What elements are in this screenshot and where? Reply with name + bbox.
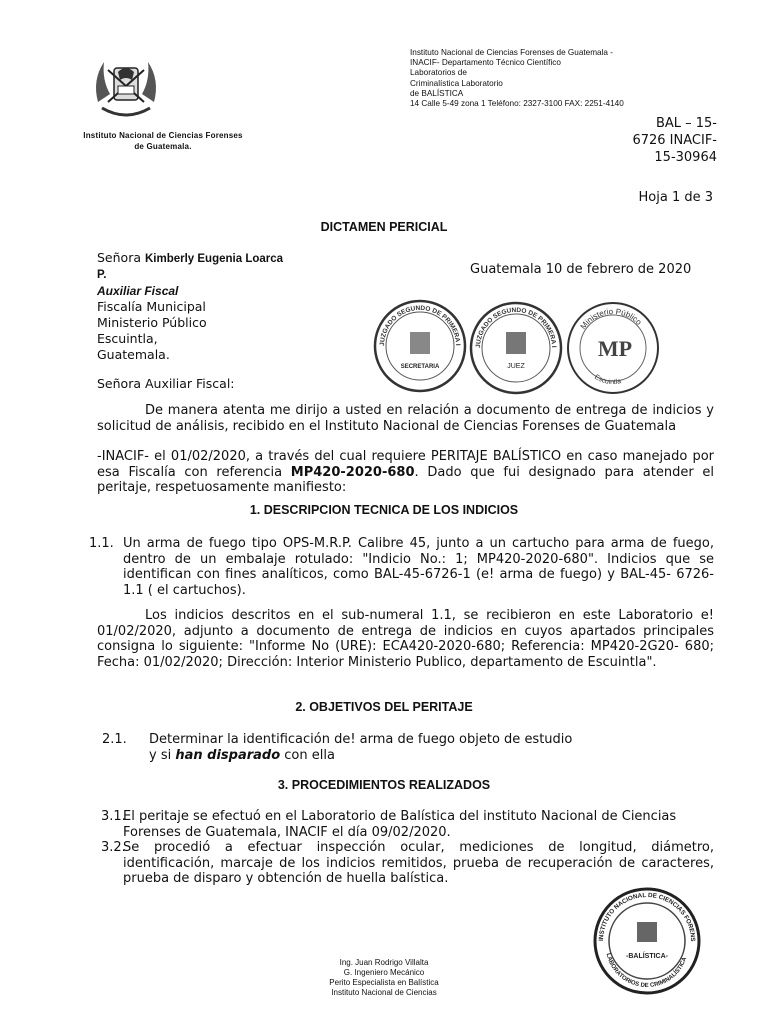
section-2-item xyxy=(102,732,579,763)
court-stamp-juez xyxy=(468,300,564,400)
signature-line: Ing. Juan Rodrigo Villalta xyxy=(339,958,429,967)
item-number: 3.1. xyxy=(101,809,126,824)
signature-line: Perito Especialista en Balística xyxy=(329,978,439,987)
inacif-balistica-stamp xyxy=(592,886,702,1000)
case-reference-number: MP420-2020-680 xyxy=(290,464,415,480)
signature-line: Instituto Nacional de Ciencias xyxy=(331,988,437,997)
stamp-inner-text: MP xyxy=(597,336,633,361)
stamp-inner-text: -BALÍSTICA- xyxy=(626,953,668,960)
item-text: Un arma de fuego tipo OPS-M.R.P. Calibre 45, junto a un cartucho para arma de fuego, dentro de un embalaje rotulado: "Indicio No.: 1; MP420-2020-680". Indicios que se identifican con fines analíticos, como BAL-45-6726-1 (e! arma de fuego) y BAL-45- 6726-1.1 ( el cartuchos). xyxy=(123,536,714,598)
case-reference xyxy=(612,115,717,166)
intro-paragraph-2 xyxy=(97,449,714,496)
stamp-ring-text: JUZGADO SEGUNDO DE PRIMERA I xyxy=(474,306,558,349)
recipient-name-part1: Kimberly Eugenia Loarca xyxy=(144,253,284,265)
recipient-role: Auxiliar Fiscal xyxy=(97,284,179,298)
section-1-item xyxy=(89,536,714,598)
institution-line: Criminalística Laboratorio xyxy=(410,78,503,88)
stamp-ring-bottom-text: Escuintla xyxy=(593,373,622,387)
intro-text: -INACIF- el 01/02/2020, a través del cual requiere PERITAJE BALÍSTICO en caso manejado por esa Fiscalía con referencia xyxy=(97,449,714,480)
reference-line: BAL – 15- xyxy=(655,116,717,131)
item-number: 1.1. xyxy=(89,536,114,551)
stamp-ring-bottom-text: LABORATORIOS DE CRIMINALÍSTICA xyxy=(604,952,689,990)
logo-caption xyxy=(58,130,268,152)
item-number: 3.2. xyxy=(101,840,126,855)
item-text: con ella xyxy=(280,747,335,763)
section-3-heading: 3. PROCEDIMIENTOS REALIZADOS xyxy=(277,778,491,792)
institution-line: de BALÍSTICA xyxy=(410,88,464,98)
item-text: Determinar la identificación de! arma de fuego objeto de estudio y si xyxy=(149,732,573,763)
page-number: Hoja 1 de 3 xyxy=(638,190,713,205)
section-3-item xyxy=(101,809,714,840)
recipient-name xyxy=(97,250,317,267)
stamp-ring-text: Ministerio Público xyxy=(578,306,644,331)
stamp-inner-text: JUEZ xyxy=(507,363,525,370)
document-title: DICTAMEN PERICIAL xyxy=(320,220,448,234)
stamp-ring-text: JUZGADO SEGUNDO DE PRIMERA I xyxy=(378,304,462,347)
reference-line: 15-30964 xyxy=(654,150,717,165)
intro-text: . Dado que fui designado para atender el peritaje, respetuosamente manifiesto: xyxy=(97,464,714,495)
greeting: Señora Auxiliar Fiscal: xyxy=(97,376,235,391)
signature-block xyxy=(270,958,498,998)
institution-line: Laboratorios de xyxy=(410,68,467,78)
item-emphasis: han disparado xyxy=(175,747,281,763)
item-text: Se procedió a efectuar inspección ocular, mediciones de longitud, diámetro, identificación, marcaje de los indicios remitidos, prueba de recuperación de caracteres, prueba de disparo y obtención de huella balística. xyxy=(123,840,714,886)
svg-text:Escuintla xyxy=(593,374,622,386)
section-3-item xyxy=(101,840,714,887)
institution-header xyxy=(410,48,710,109)
recipient-line: Guatemala. xyxy=(97,347,170,362)
document-date: Guatemala 10 de febrero de 2020 xyxy=(470,262,692,277)
intro-paragraph-1: De manera atenta me dirijo a usted en relación a documento de entrega de indicios y solicitud de análisis, recibido en el Instituto Nacional de Ciencias Forenses de Guatemala xyxy=(97,403,714,434)
institution-line: Instituto Nacional de Ciencias Forenses de Guatemala - xyxy=(410,48,613,57)
section-1-paragraph: Los indicios descritos en el sub-numeral 1.1, se recibieron en este Laboratorio e! 01/02/2020, adjunto a documento de entrega de indicios en cuyos apartados principales consigna lo siguiente: "Informe No (URE): ECA420-2020-680; Referencia: MP420-2G20- 680; Fecha: 01/02/2020; Dirección: Interior Ministerio Publico, departamento de Escuintla". xyxy=(97,608,714,670)
stamp-inner-text: SECRETARIA xyxy=(400,364,440,370)
section-2-heading: 2. OBJETIVOS DEL PERITAJE xyxy=(295,700,473,714)
recipient-line: Fiscalía Municipal xyxy=(97,299,206,314)
salutation-prefix: Señora xyxy=(97,250,141,265)
guatemala-coat-of-arms-logo xyxy=(88,50,164,126)
stamp-ring-text: INSTITUTO NACIONAL DE CIENCIAS FORENS xyxy=(597,891,697,942)
logo-caption-line: Instituto Nacional de Ciencias Forenses xyxy=(83,131,243,140)
court-stamp-secretaria xyxy=(372,298,468,398)
institution-line: 14 Calle 5-49 zona 1 Teléfono: 2327-3100 FAX: 2251-4140 xyxy=(410,99,624,109)
institution-line: INACIF- Departamento Técnico Científico xyxy=(410,58,561,68)
recipient-line: Ministerio Público xyxy=(97,315,207,330)
section-1-heading: 1. DESCRIPCION TECNICA DE LOS INDICIOS xyxy=(249,503,519,517)
signature-line: G. Ingeniero Mecánico xyxy=(343,968,425,977)
logo-caption-line: de Guatemala. xyxy=(134,142,192,151)
recipient-name-part2: P. xyxy=(97,269,107,281)
ministerio-publico-stamp xyxy=(565,300,661,400)
item-text: El peritaje se efectuó en el Laboratorio de Balística del instituto Nacional de Ciencias Forenses de Guatemala, INACIF el día 09/02/2020. xyxy=(123,809,677,840)
recipient-line: Escuintla, xyxy=(97,331,158,346)
item-number: 2.1. xyxy=(102,732,127,747)
recipient-block xyxy=(97,250,317,392)
reference-line: 6726 INACIF- xyxy=(632,133,717,148)
